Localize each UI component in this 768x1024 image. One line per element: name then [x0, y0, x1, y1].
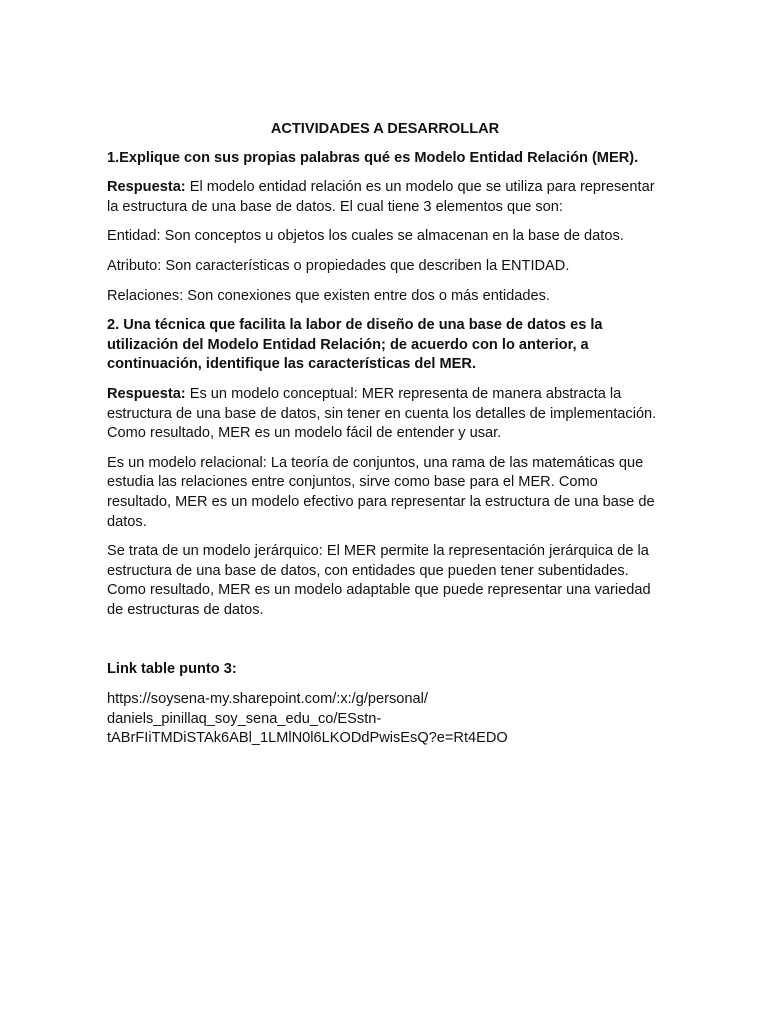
element-atributo: Atributo: Son características o propiedades que describen la ENTIDAD.: [107, 257, 570, 274]
answer-2: [107, 385, 663, 444]
answer-1: [107, 178, 663, 217]
answer-1-label: Respuesta:: [107, 179, 186, 196]
paragraph-relacional: Es un modelo relacional: La teoría de conjuntos, una rama de las matemáticas que estudia las relaciones entre conjuntos, sirve como base para el MER. Como resultado, MER es un modelo efectivo para representar la estructura de una base de datos.: [107, 454, 655, 530]
link-url[interactable]: [107, 690, 663, 749]
document-body: [107, 120, 663, 759]
answer-2-label: Respuesta:: [107, 385, 186, 402]
link-url-line-3[interactable]: tABrFIiTMDiSTAk6ABl_1LMlN0l6LKODdPwisEsQ?e=Rt4EDO: [107, 730, 508, 747]
page-title: ACTIVIDADES A DESARROLLAR: [270, 121, 500, 137]
link-url-line-1[interactable]: https://soysena-my.sharepoint.com/:x:/g/personal/: [107, 691, 428, 708]
question-1: 1.Explique con sus propias palabras qué es Modelo Entidad Relación (MER).: [107, 149, 639, 166]
link-url-line-2[interactable]: daniels_pinillaq_soy_sena_edu_co/ESstn-: [107, 710, 382, 727]
paragraph-jerarquico: Se trata de un modelo jerárquico: El MER permite la representación jerárquica de la estructura de una base de datos, con entidades que pueden tener subentidades. Como resultado, MER es un modelo adaptable que puede representar una variedad de estructuras de datos.: [107, 543, 651, 618]
question-2: 2. Una técnica que facilita la labor de diseño de una base de datos es la utilización del Modelo Entidad Relación; de acuerdo con lo anterior, a continuación, identifique las características del MER.: [107, 317, 603, 373]
link-label: Link table punto 3:: [107, 661, 237, 678]
element-entidad: Entidad: Son conceptos u objetos los cuales se almacenan en la base de datos.: [107, 228, 624, 245]
spacer: [107, 630, 663, 660]
element-relaciones: Relaciones: Son conexiones que existen entre dos o más entidades.: [107, 287, 550, 304]
answer-2-text: Es un modelo conceptual: MER representa de manera abstracta la estructura de una base de datos, sin tener en cuenta los detalles de implementación. Como resultado, MER es un modelo fácil de entender y usar.: [107, 385, 657, 442]
answer-1-text: El modelo entidad relación es un modelo que se utiliza para representar la estructura de una base de datos. El cual tiene 3 elementos que son:: [107, 179, 655, 215]
